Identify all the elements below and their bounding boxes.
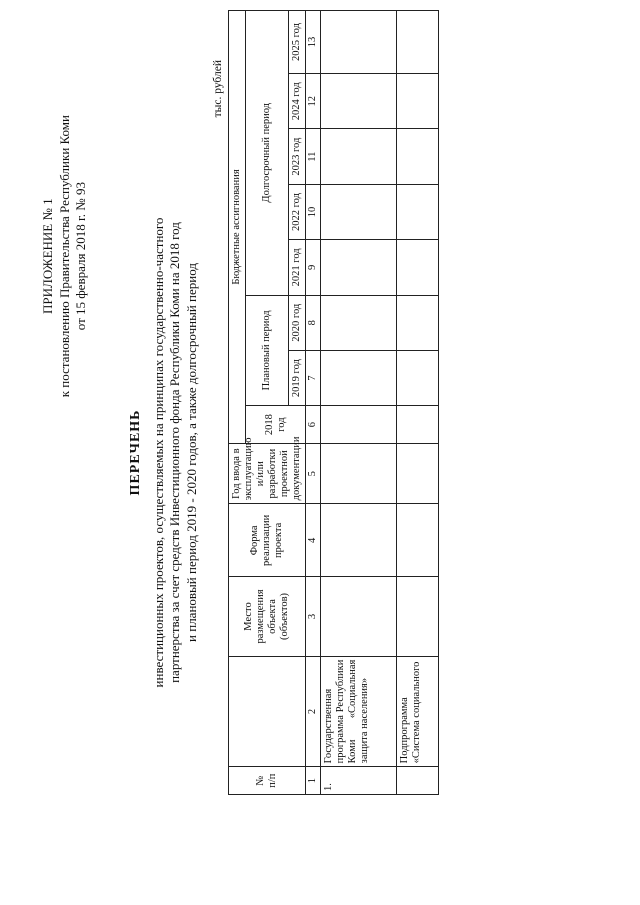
- header-long: Долгосрочный период: [246, 11, 289, 296]
- header-year-col: 2019 год: [289, 350, 306, 405]
- column-number: 1: [306, 767, 321, 795]
- header-year-col: 2021 год: [289, 240, 306, 295]
- column-number: 9: [306, 240, 321, 295]
- header-year-col: 2024 год: [289, 74, 306, 129]
- appendix-decree: к постановлению Правительства Республики Коми: [56, 115, 72, 398]
- header-year-col: 2020 год: [289, 295, 306, 350]
- title-line-1: инвестиционных проектов, осуществляемых на принципах государственно-частного: [150, 217, 166, 688]
- column-number: 7: [306, 350, 321, 405]
- appendix-header: [40, 115, 90, 397]
- document-title: [128, 0, 200, 905]
- row-num: [397, 767, 439, 795]
- column-number: 8: [306, 295, 321, 350]
- column-number: 13: [306, 11, 321, 74]
- header-num: № п/п: [229, 767, 306, 795]
- header-budget: Бюджетные ассигнования: [229, 11, 246, 444]
- column-number: 4: [306, 504, 321, 577]
- table-row: [321, 11, 397, 795]
- projects-table: [228, 10, 439, 795]
- title-word: ПЕРЕЧЕНЬ: [128, 409, 143, 496]
- header-place: Место размещения объекта (объектов): [229, 577, 306, 656]
- column-number: 5: [306, 443, 321, 503]
- row-num: 1.: [321, 767, 397, 795]
- column-number-row: [306, 11, 321, 795]
- table-row: [397, 11, 439, 795]
- appendix-title: ПРИЛОЖЕНИЕ № 1: [40, 198, 55, 314]
- header-2018: 2018 год: [246, 406, 306, 444]
- header-form: Форма реализации проекта: [229, 504, 306, 577]
- header-year: Год ввода в эксплуатацию и/или разработки проектной документации: [229, 443, 306, 503]
- title-line-2: партнерства за счет средств Инвестиционного фонда Республики Коми на 2018 год: [167, 222, 182, 683]
- title-line-3: и плановый период 2019 - 2020 годов, а также долгосрочный период: [183, 263, 199, 642]
- header-name: [229, 656, 306, 767]
- row-name: Государственная программа Республики Коми «Социальная защита населения»: [321, 656, 397, 767]
- header-year-col: 2023 год: [289, 129, 306, 184]
- header-year-col: 2022 год: [289, 184, 306, 239]
- column-number: 10: [306, 184, 321, 239]
- column-number: 12: [306, 74, 321, 129]
- column-number: 11: [306, 129, 321, 184]
- column-number: 3: [306, 577, 321, 656]
- appendix-date: от 15 февраля 2018 г. № 93: [73, 182, 88, 331]
- row-name: Подпрограмма «Система социального: [397, 656, 439, 767]
- header-year-col: 2025 год: [289, 11, 306, 74]
- header-plan: Плановый период: [246, 295, 289, 406]
- column-number: 2: [306, 656, 321, 767]
- column-number: 6: [306, 406, 321, 444]
- unit-label: тыс. рублей: [212, 60, 224, 118]
